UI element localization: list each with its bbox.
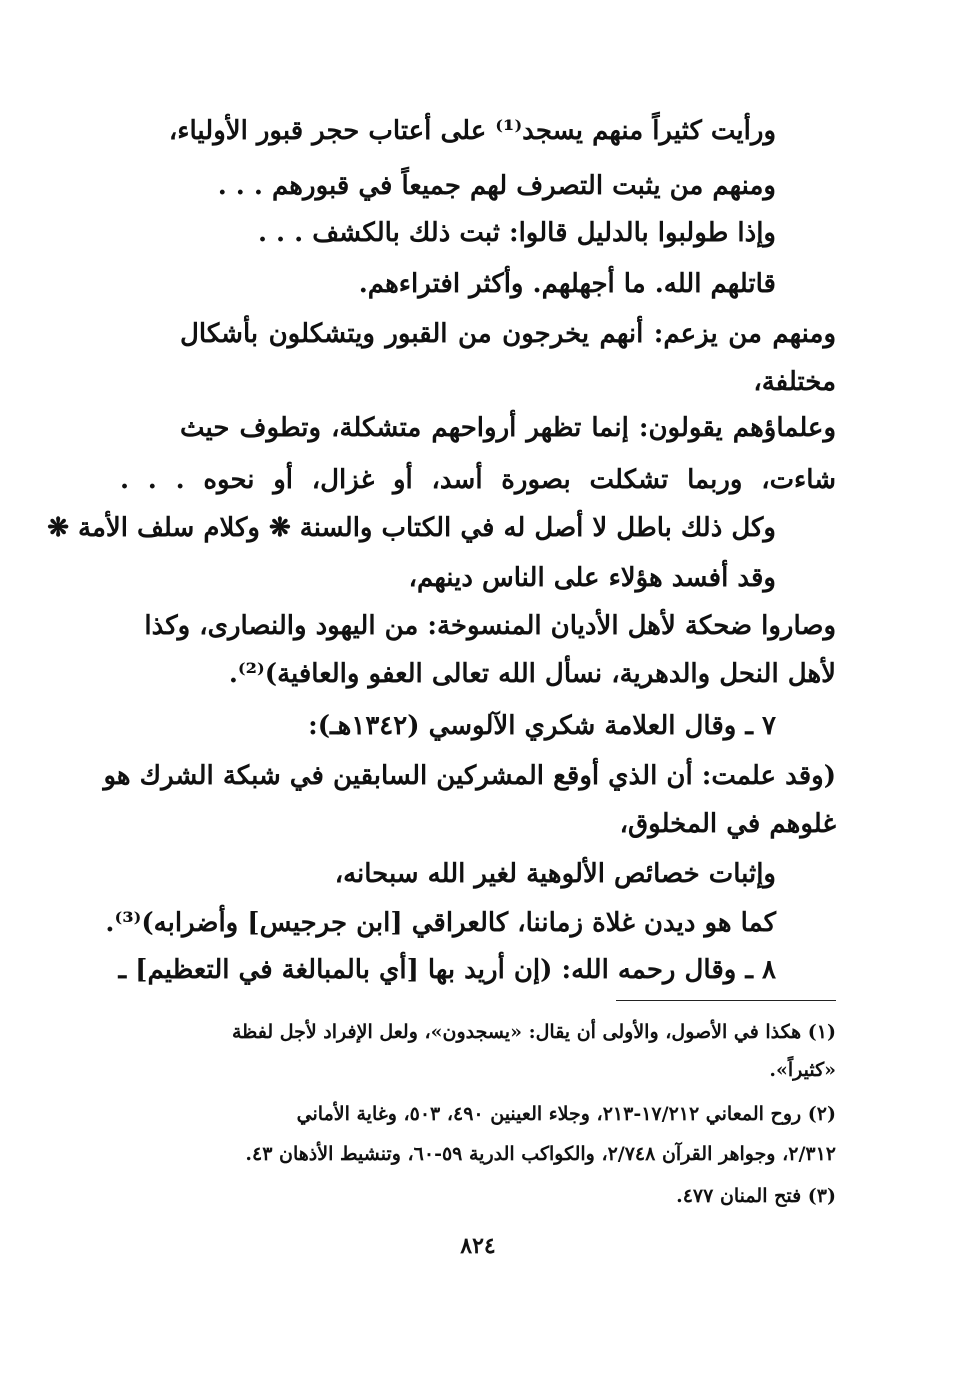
body-line-15: غلوهم في المخلوق،	[619, 809, 836, 839]
footnote-2-continued: ٢/٣١٢، وجواهر القرآن ٢/٧٤٨، والكواكب الدرية ٥٩-٦٠، وتنشيط الأذهان ٤٣.	[245, 1143, 836, 1165]
body-line-3: وإذا طولبوا بالدليل قالوا: ثبت ذلك بالكشف . . .	[257, 218, 776, 248]
body-line-16: وإثبات خصائص الألوهية لغير الله سبحانه،	[334, 859, 776, 889]
body-line-18: ٨ ـ وقال رحمه الله: (إن أريد بها [أي بالمبالغة في التعظيم] ـ	[118, 955, 776, 985]
footnote-2: (٢) روح المعاني ١٧/٢١٢-٢١٣، وجلاء العينين ٤٩٠، ٥٠٣، وغاية الأماني	[296, 1103, 836, 1125]
body-line-12: لأهل النحل والدهرية، نسأل الله تعالى العفو والعافية)⁽²⁾.	[228, 659, 836, 689]
body-line-10: وقد أفسد هؤلاء على الناس دينهم،	[408, 563, 776, 593]
footnote-1-continued: «كثيراً».	[769, 1059, 836, 1081]
body-line-5: ومنهم من يزعم: أنهم يخرجون من القبور ويتشكلون بأشكال	[180, 319, 836, 349]
body-line-8: شاءت، وربما تشكلت بصورة أسد، أو غزال، أو نحوه . . .	[120, 465, 836, 495]
footnote-divider	[616, 1000, 836, 1001]
body-line-4: قاتلهم الله. ما أجهلهم. وأكثر افتراءهم.	[358, 269, 776, 299]
body-line-2: ومنهم من يثبت التصرف لهم جميعاً في قبورهم . . .	[217, 171, 776, 201]
body-line-6: مختلفة،	[753, 367, 836, 397]
body-line-1: ورأيت كثيراً منهم يسجد⁽¹⁾ على أعتاب حجر قبور الأولياء،	[168, 116, 776, 146]
body-line-14: (وقد علمت: أن الذي أوقع المشركين السابقين في شبكة الشرك هو	[103, 761, 836, 791]
footnote-3: (٣) فتح المنان ٤٧٧.	[676, 1185, 836, 1207]
body-line-11: وصاروا ضحكة لأهل الأديان المنسوخة: من اليهود والنصارى، وكذا	[144, 611, 836, 641]
footnote-1: (١) هكذا في الأصول، والأولى أن يقال: «يسجدون»، ولعل الإفراد لأجل لفظة	[231, 1021, 836, 1043]
body-line-7: وعلماؤهم يقولون: إنما تظهر أرواحهم متشكلة، وتطوف حيث	[180, 413, 836, 443]
body-line-13: ٧ ـ وقال العلامة شكري الآلوسي (١٣٤٢هـ):	[308, 711, 776, 741]
page-number: ٨٢٤	[460, 1233, 496, 1259]
body-line-9: وكل ذلك باطل لا أصل له في الكتاب والسنة ❋ وكلام سلف الأمة ❋	[47, 513, 776, 543]
body-line-17: كما هو ديدن غلاة زماننا، كالعراقي [ابن جرجيس] وأضرابه)⁽³⁾.	[105, 908, 776, 938]
